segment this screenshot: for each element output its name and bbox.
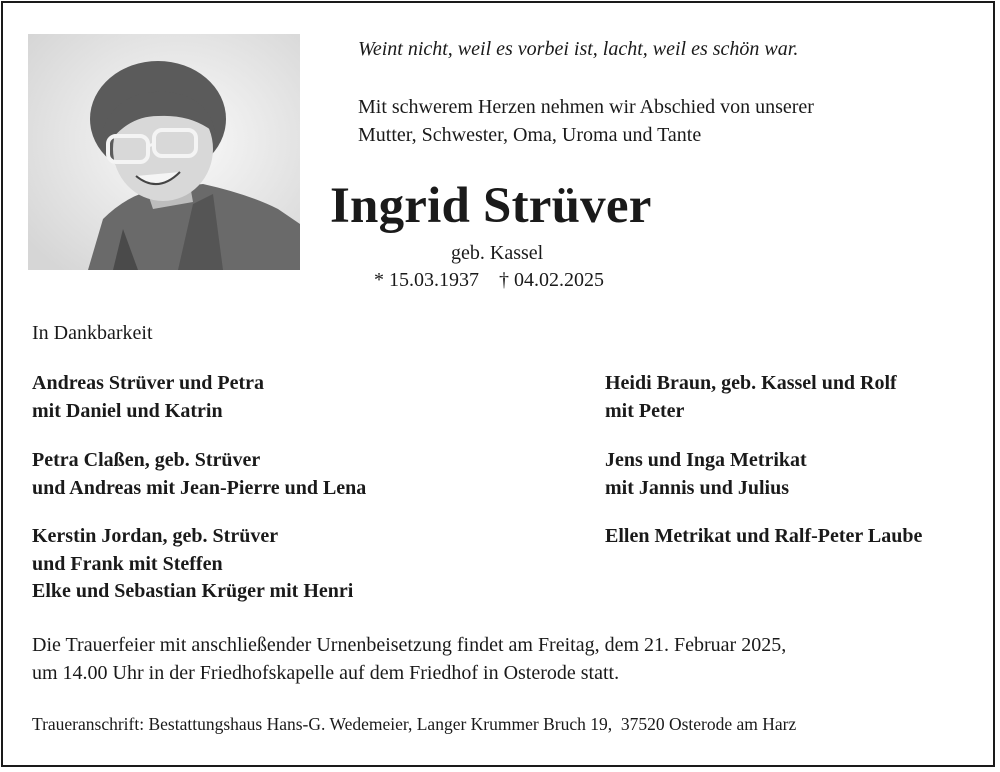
mourner-line: Ellen Metrikat und Ralf-Peter Laube [605, 525, 923, 547]
mourner-group [32, 523, 353, 606]
intro-text [358, 93, 814, 149]
mourner-line: mit Jannis und Julius [605, 476, 789, 499]
mourner-line: Petra Claßen, geb. Strüver [32, 449, 261, 471]
thanks-line: In Dankbarkeit [32, 322, 153, 344]
mourner-line: mit Daniel und Katrin [32, 399, 223, 422]
portrait-photo [28, 34, 300, 270]
mourner-line: Andreas Strüver und Petra [32, 372, 265, 394]
intro-line: Mit schwerem Herzen nehmen wir Abschied von unserer [358, 96, 814, 118]
mourner-line: Kerstin Jordan, geb. Strüver [32, 525, 279, 547]
mourner-group [32, 370, 264, 425]
intro-line: Mutter, Schwester, Oma, Uroma und Tante [358, 124, 702, 146]
mourner-group [32, 447, 366, 502]
mourning-address: Traueranschrift: Bestattungshaus Hans-G. Wedemeier, Langer Krummer Bruch 19, 37520 Osterode am Harz [32, 714, 797, 734]
mourner-line: und Frank mit Steffen [32, 552, 223, 575]
deceased-name: Ingrid Strüver [330, 178, 652, 234]
birth-name: geb. Kassel [451, 242, 544, 264]
mourner-line: Heidi Braun, geb. Kassel und Rolf [605, 372, 897, 394]
quote: Weint nicht, weil es vorbei ist, lacht, weil es schön war. [358, 38, 799, 60]
mourner-line: und Andreas mit Jean-Pierre und Lena [32, 476, 367, 499]
mourner-line: Jens und Inga Metrikat [605, 449, 807, 471]
funeral-line: Die Trauerfeier mit anschließender Urnenbeisetzung findet am Freitag, dem 21. Februar 2025, [32, 634, 787, 656]
mourner-line: mit Peter [605, 399, 685, 422]
mourner-line: Elke und Sebastian Krüger mit Henri [32, 580, 354, 602]
life-dates: * 15.03.1937 † 04.02.2025 [374, 269, 604, 291]
obituary-notice [1, 1, 995, 767]
mourner-group [605, 447, 807, 502]
funeral-info [32, 631, 786, 687]
mourner-group [605, 370, 897, 425]
funeral-line: um 14.00 Uhr in der Friedhofskapelle auf dem Friedhof in Osterode statt. [32, 662, 620, 684]
mourner-group [605, 523, 922, 551]
